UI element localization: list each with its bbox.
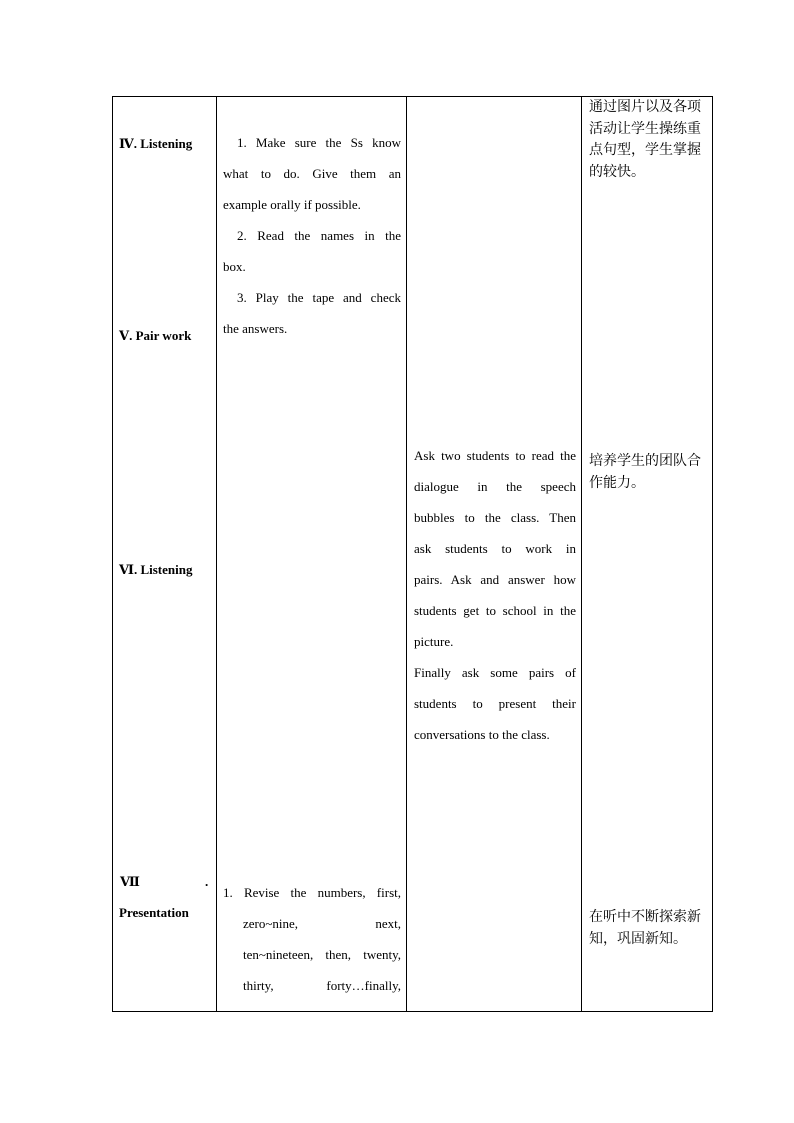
text-line: 通过图片以及各项: [589, 99, 701, 115]
text-line: zero~nine, next,: [243, 916, 401, 931]
text-line: 1. Revise the numbers, first,: [223, 885, 401, 900]
design-intent-2: [589, 451, 709, 494]
section-title-presentation-vii: Presentation: [119, 905, 189, 920]
teacher-activity-listening: [223, 127, 401, 344]
text-line: 2. Read the names in the: [237, 228, 401, 243]
design-intent-3: [589, 907, 709, 950]
text-line: 培养学生的团队合: [589, 453, 701, 469]
text-line: students to present their: [414, 696, 576, 711]
section-number-vii: Ⅶ: [120, 874, 140, 889]
section-title-pair-work-v: Ⅴ. Pair work: [119, 328, 192, 343]
text-line: 3. Play the tape and check: [237, 290, 401, 305]
student-activity-pair-work: [414, 440, 576, 750]
text-line: what to do. Give them an: [223, 166, 401, 181]
column-divider-1: [216, 96, 217, 1012]
text-line: students get to school in the: [414, 603, 576, 618]
text-line: 活动让学生操练重: [589, 120, 701, 137]
column-divider-3: [581, 96, 582, 1012]
column-divider-2: [406, 96, 407, 1012]
text-line: 1. Make sure the Ss know: [237, 135, 401, 150]
text-line: picture.: [414, 634, 454, 649]
text-line: ask students to work in: [414, 541, 576, 556]
section-number-vii-dot: .: [205, 874, 209, 889]
design-intent-1: [589, 97, 709, 183]
text-line: 作能力。: [589, 474, 645, 491]
text-line: 点句型，学生掌握: [589, 142, 701, 158]
text-line: 的较快。: [589, 163, 645, 180]
text-line: ten~nineteen, then, twenty,: [243, 947, 401, 962]
text-line: Finally ask some pairs of: [414, 665, 576, 680]
text-line: Ask two students to read the: [414, 448, 576, 463]
text-line: conversations to the class.: [414, 727, 550, 742]
text-line: the answers.: [223, 321, 288, 336]
text-line: example orally if possible.: [223, 197, 361, 212]
text-line: thirty, forty…finally,: [243, 978, 401, 993]
teacher-activity-presentation: [223, 877, 401, 1001]
text-line: box.: [223, 259, 246, 274]
text-line: pairs. Ask and answer how: [414, 572, 576, 587]
text-line: dialogue in the speech: [414, 479, 576, 494]
section-title-listening-vi: Ⅵ. Listening: [119, 562, 193, 577]
text-line: bubbles to the class. Then: [414, 510, 576, 525]
lesson-plan-table: [112, 96, 713, 1012]
text-line: 知，巩固新知。: [589, 930, 687, 947]
section-title-listening-iv: Ⅳ. Listening: [119, 136, 193, 151]
text-line: 在听中不断探索新: [589, 909, 701, 925]
